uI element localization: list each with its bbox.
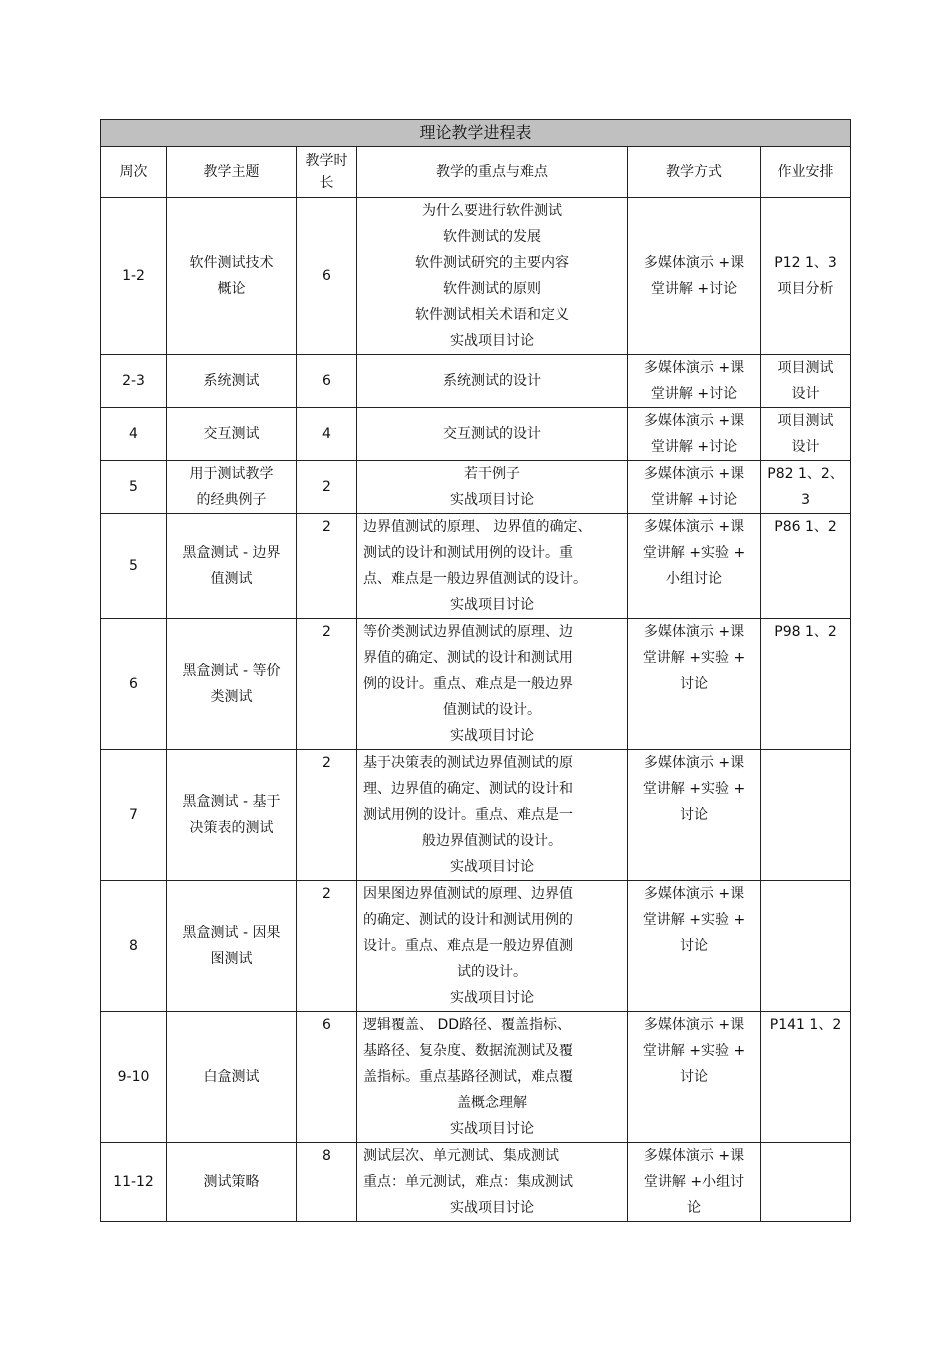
hours-cell <box>297 355 357 408</box>
points-line: 基于决策表的测试边界值测试的原 <box>363 755 573 771</box>
week-cell <box>101 1012 167 1143</box>
homework-cell <box>761 1143 851 1222</box>
week-cell <box>101 408 167 461</box>
topic-cell <box>167 355 297 408</box>
points-line: 逻辑覆盖、 DD路径、覆盖指标、 <box>363 1017 572 1033</box>
practice-discussion-line: 实战项目讨论 <box>450 1200 534 1216</box>
topic-line: 图测试 <box>210 951 253 967</box>
method-cell <box>628 355 761 408</box>
points-line: 测试层次、单元测试、集成测试 <box>363 1148 559 1164</box>
method-line: 多媒体演示 +课 <box>643 1148 745 1164</box>
practice-discussion-line: 实战项目讨论 <box>450 728 534 744</box>
homework-line: 项目测试 <box>777 413 834 429</box>
homework-line: 项目分析 <box>777 281 834 297</box>
points-cell <box>357 619 628 750</box>
topic-line: 黑盒测试 - 等价 <box>182 663 281 679</box>
topic-line: 类测试 <box>210 689 253 705</box>
table-row <box>101 1012 851 1143</box>
points-line: 为什么要进行软件测试 <box>422 203 562 219</box>
method-cell <box>628 881 761 1012</box>
method-line: 堂讲解 +讨论 <box>650 386 738 402</box>
homework-cell <box>761 198 851 355</box>
week-text: 4 <box>129 426 138 442</box>
hours-text: 2 <box>322 886 331 902</box>
topic-line: 软件测试技术 <box>189 255 274 271</box>
table-row <box>101 881 851 1012</box>
method-cell <box>628 1143 761 1222</box>
points-line: 设计。重点、难点是一般边界值测 <box>363 938 573 954</box>
points-line: 例的设计。重点、难点是一般边界 <box>363 676 573 692</box>
header-homework: 作业安排 <box>761 147 851 198</box>
points-line: 试的设计。 <box>457 964 527 980</box>
points-line: 交互测试的设计 <box>443 426 541 442</box>
header-row <box>101 147 851 198</box>
homework-line: P141 1、2 <box>769 1017 842 1033</box>
week-cell <box>101 355 167 408</box>
topic-line: 黑盒测试 - 边界 <box>182 545 281 561</box>
homework-cell <box>761 514 851 619</box>
homework-line: 3 <box>801 492 810 508</box>
method-cell <box>628 408 761 461</box>
topic-line: 黑盒测试 - 基于 <box>182 794 281 810</box>
points-line: 测试用例的设计。重点、难点是一 <box>363 807 573 823</box>
hours-text: 6 <box>322 373 331 389</box>
week-text: 11-12 <box>113 1174 154 1190</box>
method-cell <box>628 1012 761 1143</box>
method-cell <box>628 461 761 514</box>
topic-line: 决策表的测试 <box>189 820 274 836</box>
week-text: 2-3 <box>122 373 145 389</box>
points-cell <box>357 408 628 461</box>
practice-discussion-line: 实战项目讨论 <box>450 990 534 1006</box>
points-line: 盖概念理解 <box>457 1095 527 1111</box>
table-row <box>101 408 851 461</box>
table-row <box>101 355 851 408</box>
header-topic: 教学主题 <box>167 147 297 198</box>
homework-line: P12 1、3 <box>774 255 837 271</box>
method-cell <box>628 198 761 355</box>
header-week: 周次 <box>101 147 167 198</box>
hours-text: 4 <box>322 426 331 442</box>
topic-line: 用于测试教学 <box>189 466 274 482</box>
homework-line: 项目测试 <box>777 360 834 376</box>
topic-cell <box>167 408 297 461</box>
table-row <box>101 461 851 514</box>
table-row <box>101 514 851 619</box>
points-line: 边界值测试的原理、 边界值的确定、 <box>363 519 592 535</box>
method-line: 堂讲解 +讨论 <box>650 439 738 455</box>
teaching-schedule-table <box>100 119 851 1222</box>
points-cell <box>357 881 628 1012</box>
method-cell <box>628 514 761 619</box>
method-line: 多媒体演示 +课 <box>643 413 745 429</box>
hours-text: 2 <box>322 479 331 495</box>
points-cell <box>357 198 628 355</box>
hours-cell <box>297 1143 357 1222</box>
topic-line: 值测试 <box>210 571 253 587</box>
hours-cell <box>297 514 357 619</box>
homework-cell <box>761 619 851 750</box>
hours-text: 8 <box>322 1148 331 1164</box>
table-row <box>101 1143 851 1222</box>
topic-line: 概论 <box>217 281 246 297</box>
practice-discussion-line: 实战项目讨论 <box>450 1121 534 1137</box>
method-line: 堂讲解 +实验 + <box>642 650 746 666</box>
week-text: 5 <box>129 558 138 574</box>
method-line: 堂讲解 +实验 + <box>642 781 746 797</box>
topic-cell <box>167 461 297 514</box>
week-text: 1-2 <box>122 268 145 284</box>
hours-text: 6 <box>322 1017 331 1033</box>
hours-text: 6 <box>322 268 331 284</box>
hours-cell <box>297 881 357 1012</box>
topic-cell <box>167 514 297 619</box>
table-row <box>101 750 851 881</box>
method-line: 堂讲解 +实验 + <box>642 545 746 561</box>
method-line: 讨论 <box>680 1069 708 1085</box>
hours-cell <box>297 619 357 750</box>
method-line: 堂讲解 +实验 + <box>642 1043 746 1059</box>
method-line: 多媒体演示 +课 <box>643 886 745 902</box>
method-line: 多媒体演示 +课 <box>643 466 745 482</box>
points-line: 盖指标。重点基路径测试，难点覆 <box>363 1069 573 1085</box>
method-line: 多媒体演示 +课 <box>643 755 745 771</box>
topic-line: 系统测试 <box>203 373 260 389</box>
method-line: 小组讨论 <box>666 571 722 587</box>
method-line: 多媒体演示 +课 <box>643 255 745 271</box>
topic-cell <box>167 198 297 355</box>
points-line: 般边界值测试的设计。 <box>422 833 562 849</box>
topic-line: 黑盒测试 - 因果 <box>182 925 281 941</box>
points-cell <box>357 355 628 408</box>
homework-cell <box>761 461 851 514</box>
week-cell <box>101 514 167 619</box>
points-line: 点、难点是一般边界值测试的设计。 <box>363 571 587 587</box>
points-line: 值测试的设计。 <box>443 702 541 718</box>
points-cell <box>357 1143 628 1222</box>
points-line: 软件测试的发展 <box>443 229 541 245</box>
homework-line: P86 1、2 <box>774 519 837 535</box>
homework-cell <box>761 750 851 881</box>
homework-line: 设计 <box>791 386 820 402</box>
points-line: 软件测试研究的主要内容 <box>415 255 569 271</box>
topic-line: 测试策略 <box>203 1174 260 1190</box>
method-line: 多媒体演示 +课 <box>643 624 745 640</box>
homework-cell <box>761 355 851 408</box>
week-cell <box>101 461 167 514</box>
topic-cell <box>167 1012 297 1143</box>
points-line: 等价类测试边界值测试的原理、边 <box>363 624 573 640</box>
points-cell <box>357 461 628 514</box>
hours-cell <box>297 461 357 514</box>
method-line: 多媒体演示 +课 <box>643 1017 745 1033</box>
method-line: 多媒体演示 +课 <box>643 519 745 535</box>
week-text: 9-10 <box>117 1069 150 1085</box>
homework-line: P82 1、2、 <box>767 466 844 482</box>
week-text: 7 <box>129 807 138 823</box>
points-line: 重点：单元测试，难点：集成测试 <box>363 1174 573 1190</box>
points-line: 软件测试相关术语和定义 <box>415 307 569 323</box>
homework-cell <box>761 881 851 1012</box>
points-line: 的确定、测试的设计和测试用例的 <box>363 912 573 928</box>
topic-cell <box>167 750 297 881</box>
homework-line: P98 1、2 <box>774 624 837 640</box>
method-line: 堂讲解 +实验 + <box>642 912 746 928</box>
header-method: 教学方式 <box>628 147 761 198</box>
method-line: 堂讲解 +小组讨 <box>643 1174 745 1190</box>
hours-cell <box>297 408 357 461</box>
practice-discussion-line: 实战项目讨论 <box>450 492 534 508</box>
homework-cell <box>761 1012 851 1143</box>
week-cell <box>101 881 167 1012</box>
hours-text: 2 <box>322 519 331 535</box>
points-line: 因果图边界值测试的原理、边界值 <box>363 886 573 902</box>
method-line: 多媒体演示 +课 <box>643 360 745 376</box>
week-cell <box>101 1143 167 1222</box>
points-cell <box>357 514 628 619</box>
week-cell <box>101 619 167 750</box>
method-line: 论 <box>687 1200 701 1216</box>
hours-cell <box>297 198 357 355</box>
hours-text: 2 <box>322 624 331 640</box>
week-cell <box>101 750 167 881</box>
practice-discussion-line: 实战项目讨论 <box>450 333 534 349</box>
topic-line: 的经典例子 <box>196 492 267 508</box>
topic-cell <box>167 619 297 750</box>
points-line: 基路径、复杂度、数据流测试及覆 <box>363 1043 573 1059</box>
points-line: 系统测试的设计 <box>443 373 541 389</box>
week-text: 6 <box>129 676 138 692</box>
method-line: 讨论 <box>680 676 708 692</box>
practice-discussion-line: 实战项目讨论 <box>450 859 534 875</box>
topic-cell <box>167 1143 297 1222</box>
method-line: 堂讲解 +讨论 <box>650 281 738 297</box>
week-text: 8 <box>129 938 138 954</box>
points-line: 软件测试的原则 <box>443 281 541 297</box>
points-line: 若干例子 <box>464 466 520 482</box>
method-line: 堂讲解 +讨论 <box>650 492 738 508</box>
topic-line: 白盒测试 <box>203 1069 260 1085</box>
table-title: 理论教学进程表 <box>101 120 851 147</box>
method-line: 讨论 <box>680 938 708 954</box>
header-hours: 教学时长 <box>297 147 357 198</box>
topic-cell <box>167 881 297 1012</box>
homework-line: 设计 <box>791 439 820 455</box>
hours-cell <box>297 750 357 881</box>
points-line: 测试的设计和测试用例的设计。重 <box>363 545 573 561</box>
practice-discussion-line: 实战项目讨论 <box>450 597 534 613</box>
method-cell <box>628 750 761 881</box>
hours-text: 2 <box>322 755 331 771</box>
method-line: 讨论 <box>680 807 708 823</box>
homework-cell <box>761 408 851 461</box>
topic-line: 交互测试 <box>203 426 260 442</box>
points-cell <box>357 1012 628 1143</box>
week-text: 5 <box>129 479 138 495</box>
table-row <box>101 198 851 355</box>
points-cell <box>357 750 628 881</box>
points-line: 界值的确定、测试的设计和测试用 <box>363 650 573 666</box>
week-cell <box>101 198 167 355</box>
header-points: 教学的重点与难点 <box>357 147 628 198</box>
method-cell <box>628 619 761 750</box>
hours-cell <box>297 1012 357 1143</box>
table-row <box>101 619 851 750</box>
points-line: 理、边界值的确定、测试的设计和 <box>363 781 573 797</box>
